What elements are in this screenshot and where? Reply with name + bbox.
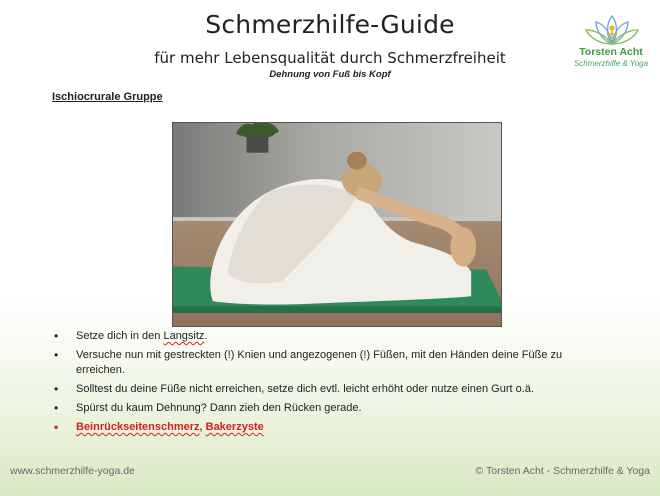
list-item-term: Langsitz — [163, 330, 205, 342]
footer-website: www.schmerzhilfe-yoga.de — [10, 465, 135, 477]
logo-name: Torsten Acht — [579, 46, 643, 58]
list-item-text: Setze dich in den — [76, 330, 164, 342]
warning-separator: , — [199, 421, 206, 433]
warning-term: Bakerzyste — [205, 421, 264, 433]
instruction-list — [52, 329, 612, 439]
list-item — [52, 329, 612, 344]
seated-forward-bend-photo — [172, 122, 502, 327]
warning-term: Beinrückseitenschmerz — [76, 421, 200, 433]
list-item-text: . — [204, 330, 208, 342]
list-item: • Spürst du kaum Dehnung? Dann zieh den Rücken gerade. — [52, 401, 612, 416]
logo-tagline: Schmerzhilfe & Yoga — [573, 59, 649, 68]
page-subheading: Dehnung von Fuß bis Kopf — [269, 69, 391, 80]
page-title: Schmerzhilfe-Guide — [205, 10, 455, 39]
list-item: • Versuche nun mit gestreckten (!) Knien und angezogenen (!) Füßen, mit den Händen deine Füße zu erreichen. — [52, 348, 612, 378]
section-heading: Ischiocrurale Gruppe — [52, 91, 163, 103]
footer-copyright: © Torsten Acht - Schmerzhilfe & Yoga — [475, 465, 650, 477]
list-item: • Solltest du deine Füße nicht erreichen, setze dich evtl. leicht erhöht oder nutze einen Gurt o.ä. — [52, 382, 612, 397]
list-item-warning — [52, 420, 612, 435]
page-subtitle: für mehr Lebensqualität durch Schmerzfreiheit — [154, 49, 506, 67]
